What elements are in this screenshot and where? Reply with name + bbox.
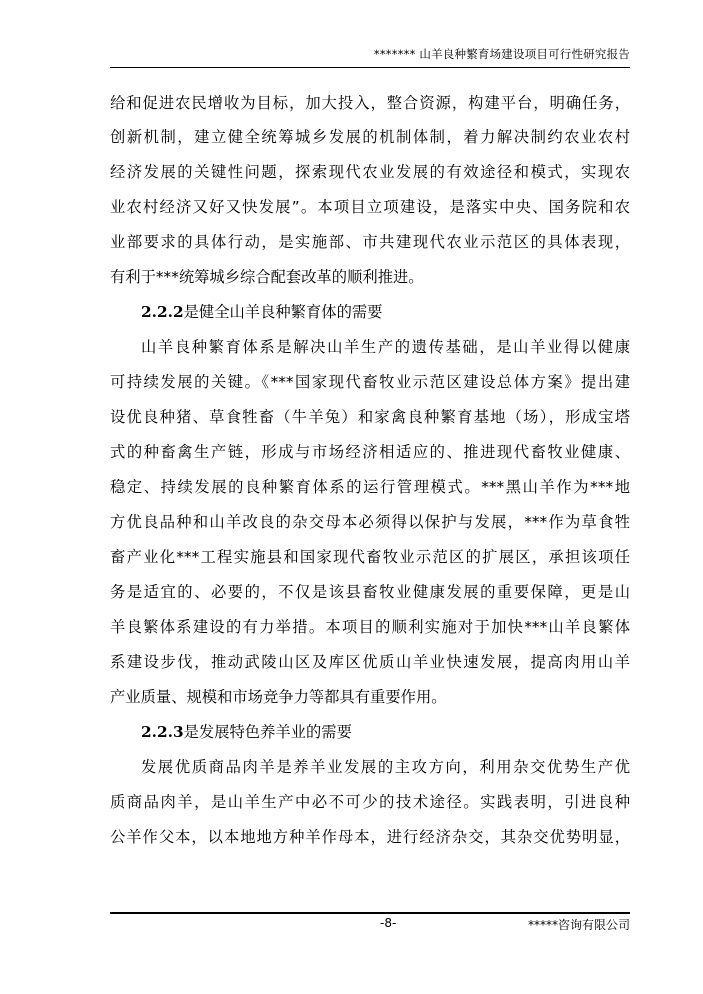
section-title: 是健全山羊良种繁育体的需要: [183, 303, 383, 321]
paragraph-2-line: 羊良繁体系建设的有力举措。本项目的顺利实施对于加快***山羊良繁体: [110, 618, 630, 636]
paragraph-3-line: 公羊作父本，以本地地方种羊作母本，进行经济杂交，其杂交优势明显，: [110, 828, 630, 846]
section-number: 2.2.3: [141, 723, 184, 741]
paragraph-3-line: 质商品肉羊，是山羊生产中必不可少的技术途径。实践表明，引进良种: [110, 793, 630, 811]
paragraph-2-line: 式的种畜禽生产链，形成与市场经济相适应的、推进现代畜牧业健康、: [110, 443, 630, 461]
footer-divider: [110, 912, 630, 914]
paragraph-2-line: 稳定、持续发展的良种繁育体系的运行管理模式。***黑山羊作为***地: [110, 478, 630, 496]
paragraph-1-line: 业部要求的具体行动，是实施部、市共建现代农业示范区的具体表现，: [110, 233, 630, 251]
paragraph-1-line: 有利于***统筹城乡综合配套改革的顺利推进。: [110, 268, 424, 286]
section-heading-2-2-3: [141, 717, 352, 747]
paragraph-2-line: 方优良品种和山羊改良的杂交母本必须得以保护与发展，***作为草食牲: [110, 513, 630, 531]
paragraph-2-line: 产业质量、规模和市场竞争力等都具有重要作用。: [110, 688, 447, 706]
paragraph-2-line: 畜产业化***工程实施县和国家现代畜牧业示范区的扩展区，承担该项任: [110, 548, 630, 566]
header-divider: [110, 67, 630, 68]
page-number: -8-: [380, 916, 397, 930]
section-number: 2.2.2: [141, 303, 184, 321]
page-header: ******* 山羊良种繁育场建设项目可行性研究报告: [373, 47, 630, 61]
paragraph-3-line: 发展优质商品肉羊是养羊业发展的主攻方向，利用杂交优势生产优: [141, 758, 630, 776]
paragraph-2-line: 务是适宜的、必要的，不仅是该县畜牧业健康发展的重要保障，更是山: [110, 583, 630, 601]
paragraph-1-line: 业农村经济又好又快发展”。本项目立项建设，是落实中央、国务院和农: [110, 198, 630, 216]
paragraph-2-line: 可持续发展的关键。《***国家现代畜牧业示范区建设总体方案》提出建: [110, 373, 630, 391]
paragraph-1-line: 经济发展的关键性问题，探索现代农业发展的有效途径和模式，实现农: [110, 163, 630, 181]
footer-company-name: *****咨询有限公司: [527, 918, 630, 932]
paragraph-2-line: 山羊良种繁育体系是解决山羊生产的遗传基础，是山羊业得以健康: [141, 338, 630, 356]
section-heading-2-2-2: [141, 297, 382, 327]
paragraph-1-line: 给和促进农民增收为目标，加大投入，整合资源，构建平台，明确任务，: [110, 94, 630, 112]
section-title: 是发展特色养羊业的需要: [183, 723, 352, 741]
paragraph-2-line: 系建设步伐，推动武陵山区及库区优质山羊业快速发展，提高肉用山羊: [110, 653, 630, 671]
paragraph-1-line: 创新机制，建立健全统筹城乡发展的机制体制，着力解决制约农业农村: [110, 128, 630, 146]
paragraph-2-line: 设优良种猪、草食牲畜（牛羊兔）和家禽良种繁育基地（场），形成宝塔: [110, 408, 630, 426]
